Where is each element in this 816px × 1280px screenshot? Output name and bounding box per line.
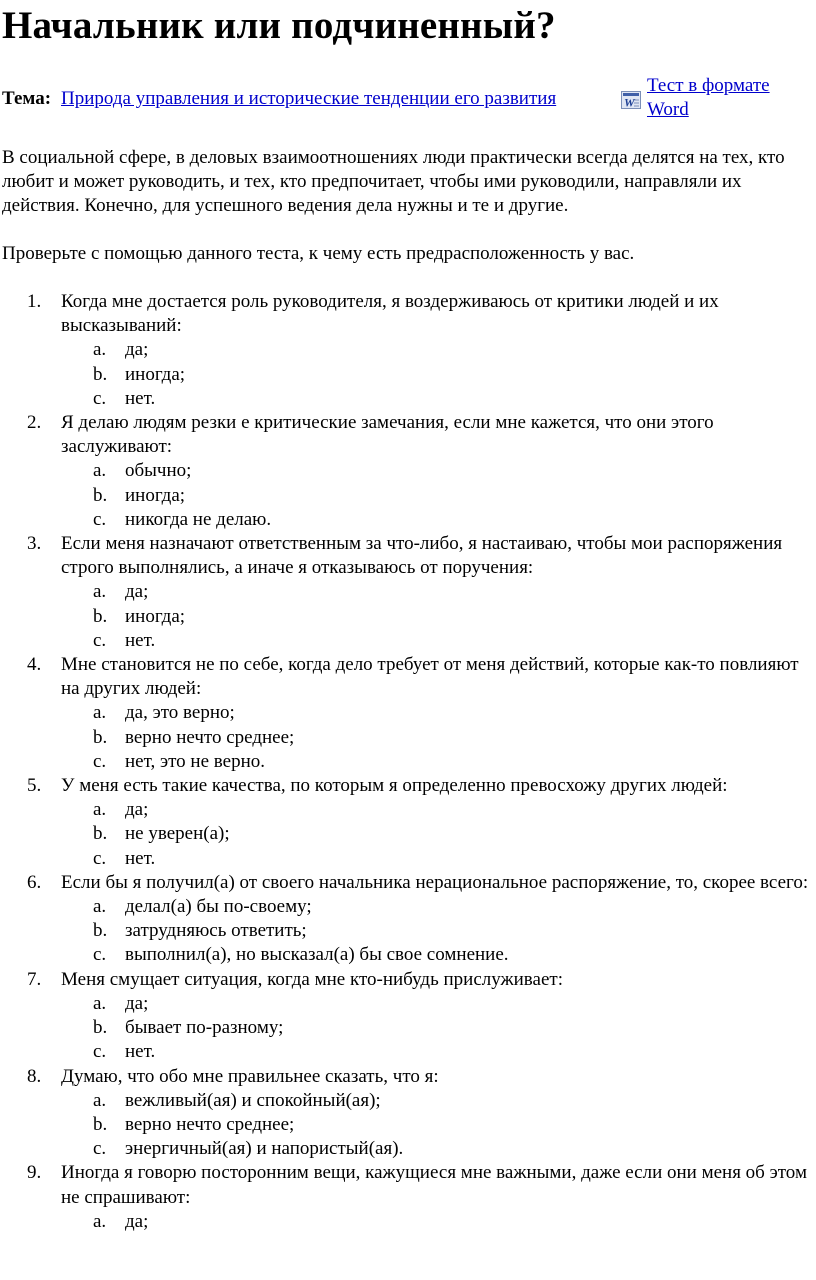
answer-list [61,798,816,871]
answer-option [61,580,816,604]
answer-text: иногда; [125,605,186,627]
question-text: Иногда я говорю посторонним вещи, кажущиеся мне важными, даже если они меня об этом не спрашивают: [61,1162,807,1208]
answer-text: затрудняюсь ответить; [125,920,307,942]
answer-letter: c. [93,387,107,409]
answer-option [61,992,816,1016]
answer-letter: a. [93,460,107,482]
question-number: 1. [27,291,42,312]
answer-letter: c. [93,508,107,530]
answer-text: верно нечто среднее; [125,726,295,748]
answer-letter: c. [93,629,107,651]
answer-option [61,1089,816,1113]
answer-option [61,1137,816,1161]
answer-list [61,1210,816,1234]
answer-letter: a. [93,581,107,603]
answer-letter: c. [93,1041,107,1063]
word-doc-icon[interactable] [621,91,641,109]
answer-text: вежливый(ая) и спокойный(ая); [125,1089,381,1111]
answer-option [61,798,816,822]
question-number: 8. [27,1065,42,1087]
answer-option [61,919,816,943]
answer-option [61,484,816,508]
answer-text: иногда; [125,484,186,506]
question-number: 7. [27,968,42,990]
answer-option [61,338,816,362]
answer-option [61,943,816,967]
answer-option [61,822,816,846]
answer-text: нет. [125,387,156,409]
answer-list [61,701,816,774]
answer-list [61,338,816,411]
answer-option [61,847,816,871]
answer-letter: b. [93,605,108,627]
answer-option [61,1040,816,1064]
answer-text: не уверен(а); [125,823,230,845]
answer-option [61,629,816,653]
answer-text: выполнил(а), но высказал(а) бы свое сомнение. [125,944,509,966]
answer-text: да; [125,992,149,1014]
question-item [0,1161,816,1234]
answer-option [61,459,816,483]
answer-text: нет. [125,629,156,651]
question-text: Я делаю людям резки е критические замечания, если мне кажется, что они этого заслуживают: [61,412,714,458]
question-text: Думаю, что обо мне правильнее сказать, что я: [61,1065,439,1087]
svg-text:W: W [624,95,635,109]
question-number: 2. [27,412,42,434]
question-item [0,653,816,774]
answer-letter: c. [93,1138,107,1160]
answer-letter: a. [93,1089,107,1111]
answer-letter: a. [93,896,107,918]
question-number: 9. [27,1162,42,1184]
question-text: Меня смущает ситуация, когда мне кто-нибудь прислуживает: [61,968,563,990]
answer-letter: a. [93,992,107,1014]
answer-text: да; [125,339,149,361]
answer-letter: b. [93,1113,108,1135]
answer-text: бывает по-разному; [125,1017,284,1039]
answer-text: делал(а) бы по-своему; [125,896,312,918]
answer-letter: c. [93,750,107,772]
topic-row [2,74,802,126]
answer-option [61,363,816,387]
intro-paragraph: В социальной сфере, в деловых взаимоотношениях люди практически всегда делятся на тех, кто любит и может руководить, и тех, кто предпочитает, чтобы ими руководили, направляли их действия. Конечно, для успешного ведения дела нужны и те и другие. [2,147,785,217]
question-number: 6. [27,871,42,893]
answer-text: нет. [125,1041,156,1063]
answer-letter: a. [93,339,107,361]
answer-text: иногда; [125,363,186,385]
answer-option [61,701,816,725]
question-item [0,1065,816,1162]
answer-list [61,992,816,1065]
question-item [0,411,816,532]
question-item [0,290,816,411]
question-item [0,871,816,968]
question-number: 3. [27,533,42,555]
answer-text: нет, это не верно. [125,750,265,772]
answer-text: да; [125,581,149,603]
instruction-paragraph: Проверьте с помощью данного теста, к чему есть предрасположенность у вас. [2,243,635,264]
question-list [0,290,816,1234]
word-format-link[interactable]: Тест в формате Word [647,75,770,121]
answer-letter: b. [93,920,108,942]
answer-text: нет. [125,847,156,869]
topic-label: Тема: [2,88,52,109]
question-text: Если меня назначают ответственным за что-либо, я настаиваю, чтобы мои распоряжения строго выполнялись, а иначе я отказываюсь от поручения: [61,533,783,579]
answer-text: никогда не делаю. [125,508,272,530]
answer-letter: b. [93,823,108,845]
answer-option [61,1210,816,1234]
answer-option [61,508,816,532]
answer-letter: b. [93,726,108,748]
answer-list [61,1089,816,1162]
page-title: Начальник или подчиненный? [2,4,556,47]
answer-letter: c. [93,847,107,869]
answer-text: верно нечто среднее; [125,1113,295,1135]
question-text: У меня есть такие качества, по которым я определенно превосхожу других людей: [61,775,728,797]
answer-letter: a. [93,799,107,821]
answer-text: да; [125,799,149,821]
answer-option [61,726,816,750]
answer-letter: c. [93,944,107,966]
answer-letter: b. [93,484,108,506]
answer-option [61,387,816,411]
answer-list [61,459,816,532]
answer-option [61,895,816,919]
answer-list [61,895,816,968]
question-text: Когда мне достается роль руководителя, я воздерживаюсь от критики людей и их высказываний: [61,291,719,337]
answer-option [61,1113,816,1137]
answer-option [61,1016,816,1040]
answer-text: да; [125,1210,149,1232]
answer-text: энергичный(ая) и напористый(ая). [125,1138,404,1160]
answer-text: обычно; [125,460,192,482]
answer-option [61,605,816,629]
answer-list [61,580,816,653]
answer-letter: b. [93,363,108,385]
answer-letter: b. [93,1017,108,1039]
question-number: 5. [27,775,42,797]
question-item [0,968,816,1065]
answer-text: да, это верно; [125,702,235,724]
answer-option [61,750,816,774]
answer-letter: a. [93,1210,107,1232]
question-item [0,532,816,653]
question-text: Если бы я получил(а) от своего начальника нерациональное распоряжение, то, скорее всего: [61,871,809,893]
question-item [0,774,816,871]
answer-letter: a. [93,702,107,724]
question-text: Мне становится не по себе, когда дело требует от меня действий, которые как-то повлияют на других людей: [61,654,799,700]
question-number: 4. [27,654,42,676]
topic-link[interactable]: Природа управления и исторические тенденции его развития [61,88,557,109]
